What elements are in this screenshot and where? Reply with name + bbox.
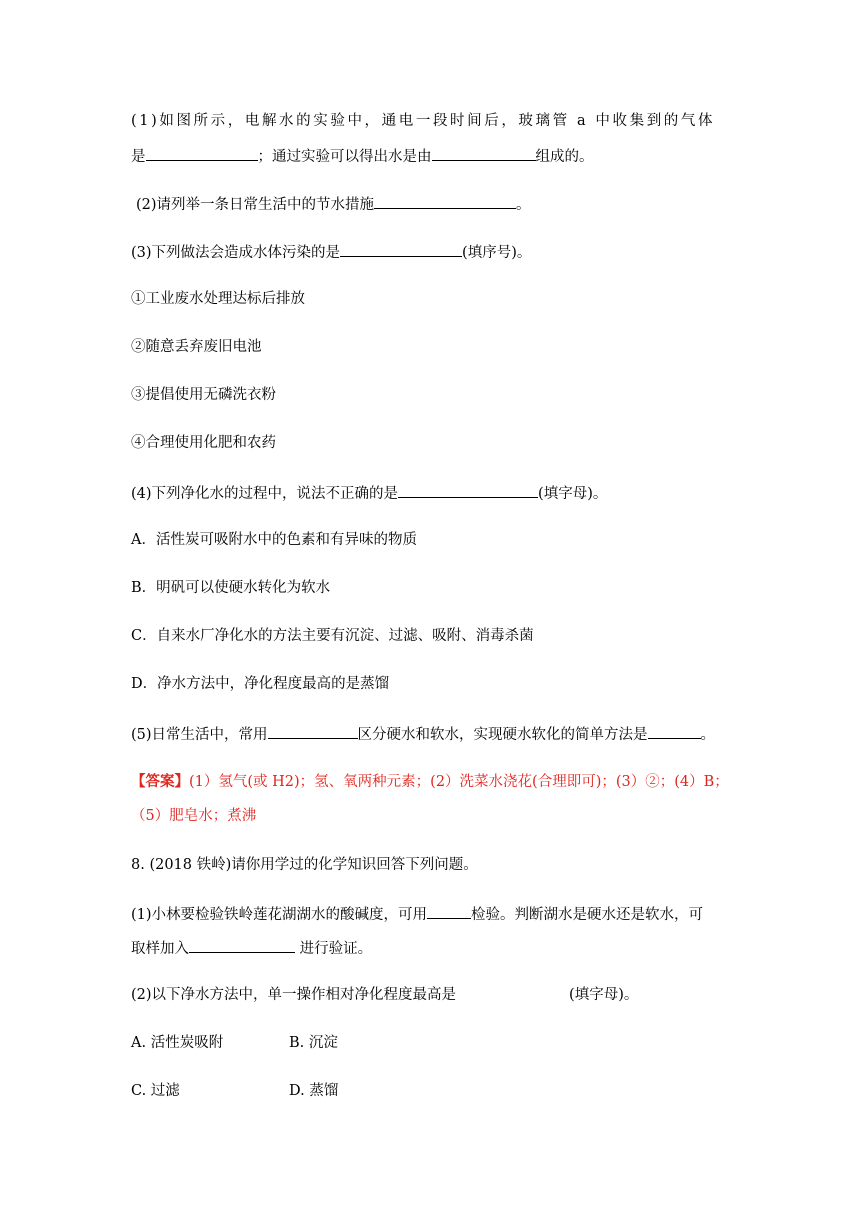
- question-2-text: (2)请列举一条日常生活中的节水措施: [136, 197, 375, 213]
- question-3-suffix: (填序号)。: [462, 245, 532, 261]
- option-item: B. 沉淀: [289, 1035, 338, 1051]
- question-8-part-2-suffix: (填字母)。: [569, 987, 639, 1003]
- option-item: A．活性炭可吸附水中的色素和有异味的物质: [131, 532, 417, 548]
- option-item: ④合理使用化肥和农药: [131, 435, 276, 451]
- question-8-part-1-line-1: [131, 903, 703, 925]
- question-8-part-2: [131, 985, 638, 1005]
- question-4: [131, 482, 607, 504]
- answer-blank[interactable]: [374, 193, 516, 209]
- option-item: C．自来水厂净化水的方法主要有沉淀、过滤、吸附、消毒杀菌: [131, 628, 534, 644]
- question-5-middle: 区分硬水和软水，实现硬水软化的简单方法是: [357, 727, 648, 743]
- question-1-line-1: [131, 111, 715, 131]
- question-1-prefix: 是: [131, 149, 146, 165]
- option-item: A. 活性炭吸附: [131, 1035, 224, 1051]
- option-item: ①工业废水处理达标后排放: [131, 291, 305, 307]
- question-5-text: (5)日常生活中，常用: [131, 727, 268, 743]
- question-8-part-2-text: (2)以下净水方法中，单一操作相对净化程度最高是: [131, 987, 457, 1003]
- option-item: C. 过滤: [131, 1083, 180, 1099]
- question-8-part-1-line-2: [131, 937, 372, 959]
- answer-label: 【答案】: [131, 773, 189, 790]
- answer-blank[interactable]: [398, 482, 538, 498]
- answer-blank[interactable]: [427, 903, 471, 919]
- answer-line-2: （5）肥皂水；煮沸: [131, 808, 257, 824]
- answer-blank[interactable]: [432, 145, 536, 161]
- answer-line-1: [131, 772, 729, 792]
- question-8-title: 8. (2018 铁岭)请你用学过的化学知识回答下列问题。: [131, 857, 478, 873]
- question-3-text: (3)下列做法会造成水体污染的是: [131, 245, 341, 261]
- question-8-part-1-suffix: 进行验证。: [295, 941, 373, 957]
- answer-text: (1）氢气(或 H2)；氢、氧两种元素；(2）洗菜水浇花(合理即可)；(3）②；(4）B；: [189, 774, 729, 790]
- answer-blank[interactable]: [146, 145, 258, 161]
- answer-blank[interactable]: [268, 723, 358, 739]
- question-2-suffix: 。: [516, 197, 531, 213]
- question-8-part-1-text: (1)小林要检验铁岭莲花湖湖水的酸碱度，可用: [131, 907, 428, 923]
- question-1-text: (1)如图所示，电解水的实验中，通电一段时间后，玻璃管 a 中收集到的气体: [131, 113, 716, 129]
- question-4-text: (4)下列净化水的过程中，说法不正确的是: [131, 486, 399, 502]
- answer-blank[interactable]: [648, 723, 701, 739]
- option-item: ②随意丢弃废旧电池: [131, 339, 262, 355]
- question-1-line-2: [131, 145, 594, 167]
- question-8-part-1-continued: 检验。判断湖水是硬水还是软水，可: [471, 907, 704, 923]
- question-5-suffix: 。: [700, 727, 716, 743]
- option-item: ③提倡使用无磷洗衣粉: [131, 387, 276, 403]
- question-2: [136, 193, 531, 215]
- question-1-suffix: 组成的。: [535, 149, 594, 165]
- question-1-middle: ；通过实验可以得出水是由: [257, 149, 432, 165]
- question-4-suffix: (填字母)。: [538, 486, 608, 502]
- answer-blank[interactable]: [340, 241, 462, 257]
- option-item: D. 蒸馏: [289, 1083, 339, 1099]
- question-3: [131, 241, 531, 263]
- option-item: B．明矾可以使硬水转化为软水: [131, 580, 331, 596]
- option-item: D．净水方法中，净化程度最高的是蒸馏: [131, 676, 390, 692]
- answer-blank[interactable]: [189, 937, 295, 953]
- question-5: [131, 723, 715, 745]
- question-8-part-1-prefix: 取样加入: [131, 941, 189, 957]
